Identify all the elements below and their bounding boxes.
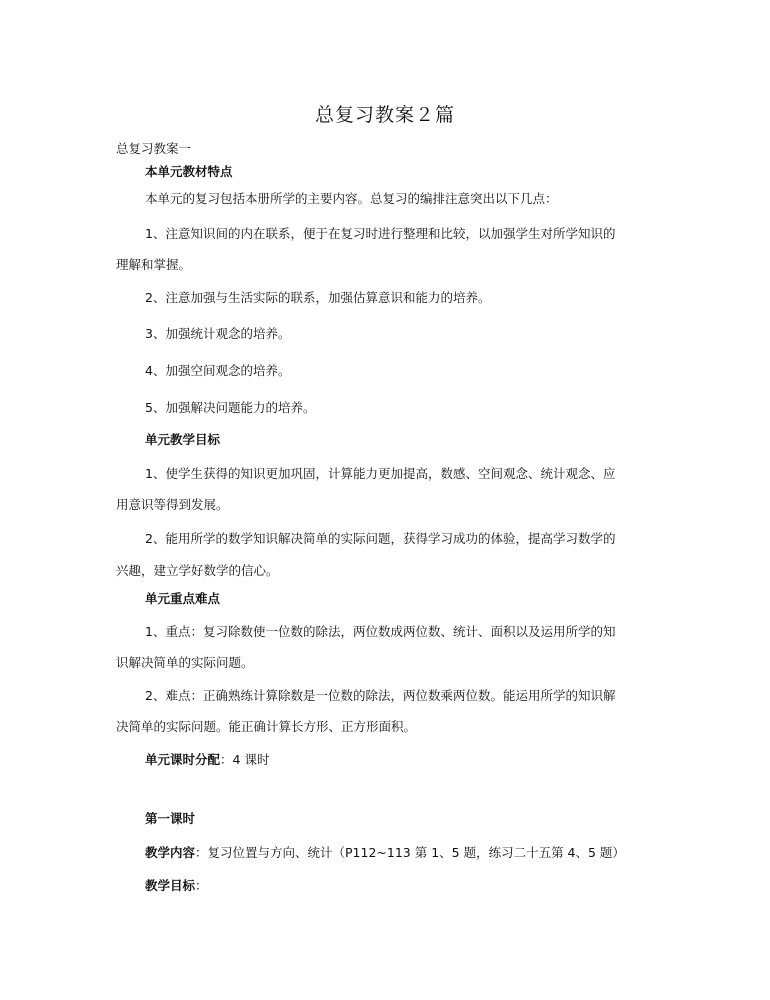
- feature-4: 4、加强空间观念的培养。: [145, 363, 291, 378]
- feature-2: 2、注意加强与生活实际的联系，加强估算意识和能力的培养。: [145, 290, 491, 305]
- lesson-1-heading: 第一课时: [145, 811, 196, 826]
- heading-features: 本单元教材特点: [145, 164, 233, 179]
- key-2-line-1: 2、难点：正确熟练计算除数是一位数的除法，两位数乘两位数。能运用所学的知识解: [145, 688, 616, 703]
- goal-2-line-2: 兴趣，建立学好数学的信心。: [116, 563, 279, 578]
- feature-5: 5、加强解决问题能力的培养。: [145, 400, 316, 415]
- objective-label: 教学目标: [145, 878, 196, 893]
- teaching-content: [145, 844, 625, 862]
- key-1-line-2: 识解决简单的实际问题。: [116, 655, 254, 670]
- key-1-line-1: 1、重点：复习除数使一位数的除法，两位数成两位数、统计、面积以及运用所学的知: [145, 624, 616, 639]
- feature-1-line-2: 理解和掌握。: [116, 257, 192, 272]
- goal-2-line-1: 2、能用所学的数学知识解决简单的实际问题，获得学习成功的体验，提高学习数学的: [145, 531, 616, 546]
- content-label: 教学内容: [145, 845, 196, 860]
- feature-3: 3、加强统计观念的培养。: [145, 326, 291, 341]
- objective-value: ：: [195, 878, 208, 893]
- document-title: 总复习教案２篇: [314, 104, 455, 126]
- teaching-objective: [145, 877, 208, 895]
- heading-key-points: 单元重点难点: [145, 591, 221, 606]
- content-value: ：复习位置与方向、统计（P112~113 第 1、5 题，练习二十五第 4、5 题）: [195, 845, 625, 860]
- goal-1-line-2: 用意识等得到发展。: [116, 497, 229, 512]
- feature-1-line-1: 1、注意知识间的内在联系，便于在复习时进行整理和比较，以加强学生对所学知识的: [145, 226, 616, 241]
- intro-text: 本单元的复习包括本册所学的主要内容。总复习的编排注意突出以下几点：: [145, 191, 558, 206]
- subtitle: 总复习教案一: [116, 141, 192, 156]
- allocation-label: 单元课时分配: [145, 752, 221, 767]
- lesson-allocation: [145, 751, 269, 769]
- heading-goals: 单元教学目标: [145, 432, 221, 447]
- goal-1-line-1: 1、使学生获得的知识更加巩固，计算能力更加提高，数感、空间观念、统计观念、应: [145, 466, 616, 481]
- allocation-value: ：4 课时: [220, 752, 270, 767]
- key-2-line-2: 决简单的实际问题。能正确计算长方形、正方形面积。: [116, 719, 417, 734]
